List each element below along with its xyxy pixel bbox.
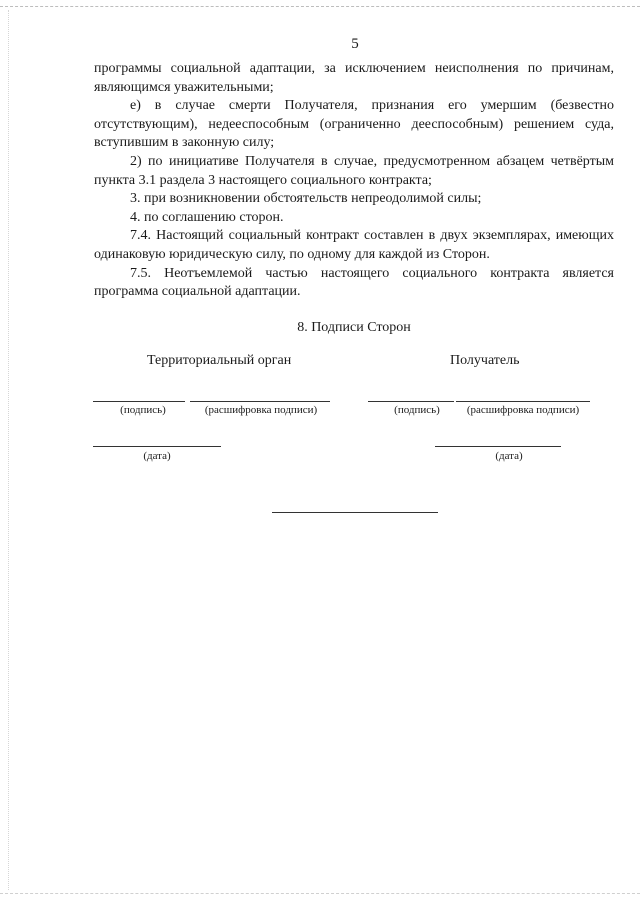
left-transcript-line [190,401,330,402]
party-title-recipient: Получатель [450,353,520,368]
scan-edge-left [8,10,9,890]
paragraph-item-4: 4. по соглашению сторон. [130,209,284,225]
left-date-line [93,446,221,447]
right-transcript-line [456,401,590,402]
paragraph-item-2: 2) по инициативе Получателя в случае, предусмотренном абзацем четвёртым пункта 3.1 раздела 3 настоящего социального контракта; [94,153,614,188]
section-title: 8. Подписи Сторон [297,320,411,335]
contract-body [94,60,614,302]
paragraph-item-3: 3. при возникновении обстоятельств непреодолимой силы; [130,191,482,207]
right-transcript-caption: (расшифровка подписи) [466,404,580,416]
paragraph-7-4: 7.4. Настоящий социальный контракт составлен в двух экземплярах, имеющих одинаковую юридическую силу, по одному для каждой из Сторон. [94,228,614,262]
scan-edge-top [0,6,640,7]
party-title-territorial-body: Территориальный орган [147,353,292,368]
right-date-caption: (дата) [495,450,523,462]
closing-rule [272,512,438,513]
right-signature-caption: (подпись) [394,404,440,416]
paragraph-item-e: е) в случае смерти Получателя, признания его умершим (безвестно отсутствующим), недееспособным (ограниченно дееспособным) решением суда, вступившим в законную силу; [94,98,614,151]
scan-edge-bottom [0,893,640,894]
right-date-line [435,446,561,447]
left-signature-caption: (подпись) [120,404,166,416]
left-transcript-caption: (расшифровка подписи) [204,404,318,416]
paragraph-continuation: программы социальной адаптации, за исключением неисполнения по причинам, являющимся уважительными; [94,61,614,95]
left-signature-line [93,401,185,402]
right-signature-line [368,401,454,402]
left-date-caption: (дата) [143,450,171,462]
page-number: 5 [351,36,359,52]
paragraph-7-5: 7.5. Неотъемлемой частью настоящего социального контракта является программа социальной адаптации. [94,265,614,300]
